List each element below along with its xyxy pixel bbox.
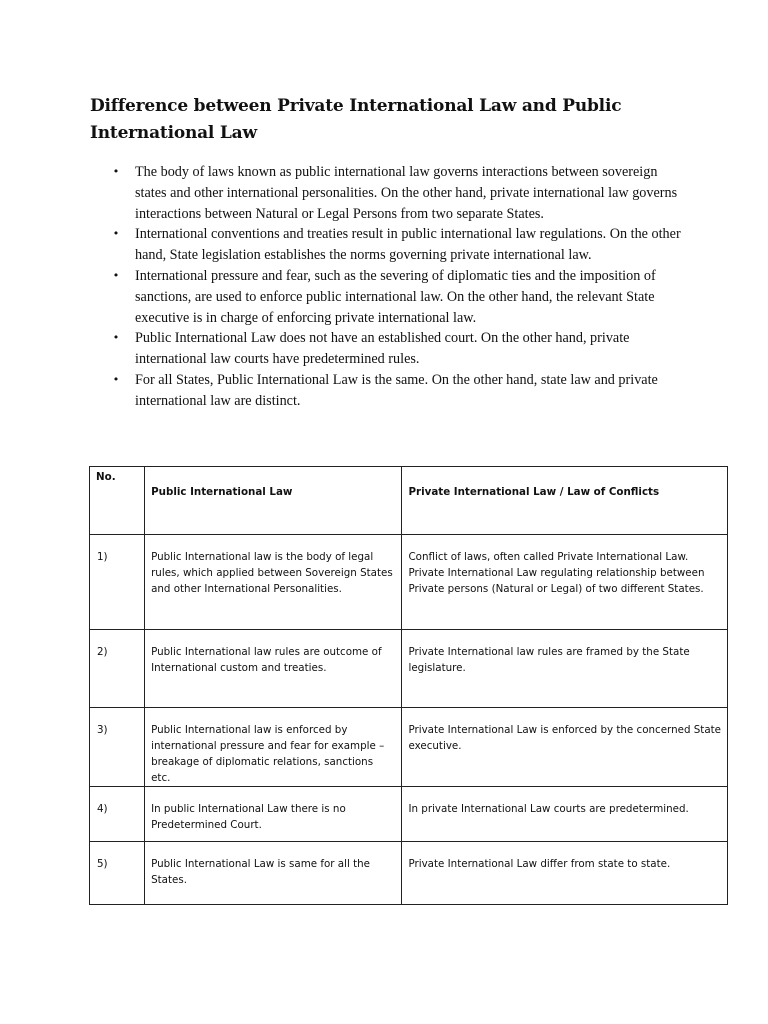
bullet-text: Public International Law does not have an established court. On the other hand, private international law courts have predetermined rules. bbox=[135, 330, 630, 368]
bullet-icon: • bbox=[112, 372, 120, 386]
header-public: Public International Law bbox=[145, 467, 402, 535]
table-row bbox=[90, 842, 728, 905]
public-cell: Public International law rules are outcome of International custom and treaties. bbox=[145, 630, 402, 708]
comparison-table bbox=[89, 466, 728, 905]
bullet-item bbox=[110, 266, 690, 328]
table-row bbox=[90, 535, 728, 630]
header-private: Private International Law / Law of Conflicts bbox=[402, 467, 728, 535]
bullet-item bbox=[110, 224, 690, 266]
public-cell: In public International Law there is no Predetermined Court. bbox=[145, 787, 402, 842]
row-number: 1) bbox=[90, 535, 145, 630]
table-row bbox=[90, 708, 728, 787]
document-title: Difference between Private International Law and Public International Law bbox=[90, 96, 622, 143]
private-cell: Private International Law is enforced by the concerned State executive. bbox=[402, 708, 728, 787]
bullet-list bbox=[110, 162, 690, 412]
bullet-item bbox=[110, 162, 690, 224]
bullet-icon: • bbox=[112, 227, 120, 241]
table-row bbox=[90, 630, 728, 708]
bullet-text: The body of laws known as public international law governs interactions between sovereign states and other international personalities. On the other hand, private international law governs interactions between Natural or Legal Persons from two separate States. bbox=[135, 164, 678, 222]
private-cell: Private International law rules are framed by the State legislature. bbox=[402, 630, 728, 708]
public-cell: Public International law is the body of legal rules, which applied between Sovereign States and other International Personalities. bbox=[145, 535, 402, 630]
bullet-icon: • bbox=[112, 165, 120, 178]
header-no: No. bbox=[90, 467, 145, 535]
public-cell: Public International Law is same for all the States. bbox=[145, 842, 402, 905]
bullet-icon: • bbox=[112, 331, 120, 345]
private-cell: Private International Law differ from state to state. bbox=[402, 842, 728, 905]
bullet-item bbox=[110, 370, 690, 412]
row-number: 5) bbox=[90, 842, 145, 905]
bullet-text: International pressure and fear, such as the severing of diplomatic ties and the imposition of sanctions, are used to enforce public international law. On the other hand, the relevant State executive is in charge of enforcing private international law. bbox=[135, 267, 656, 326]
bullet-icon: • bbox=[112, 268, 120, 282]
bullet-item bbox=[110, 328, 690, 370]
row-number: 3) bbox=[90, 708, 145, 787]
private-cell: In private International Law courts are predetermined. bbox=[402, 787, 728, 842]
private-cell: Conflict of laws, often called Private International Law. Private International Law regulating relationship between Private persons (Natural or Legal) of two different States. bbox=[402, 535, 728, 630]
row-number: 4) bbox=[90, 787, 145, 842]
row-number: 2) bbox=[90, 630, 145, 708]
bullet-text: For all States, Public International Law is the same. On the other hand, state law and private international law are distinct. bbox=[135, 371, 658, 409]
table-header-row bbox=[90, 467, 728, 535]
bullet-text: International conventions and treaties result in public international law regulations. On the other hand, State legislation establishes the norms governing private international law. bbox=[135, 226, 681, 264]
public-cell: Public International law is enforced by international pressure and fear for example – breakage of diplomatic relations, sanctions etc. bbox=[145, 708, 402, 787]
table-row bbox=[90, 787, 728, 842]
